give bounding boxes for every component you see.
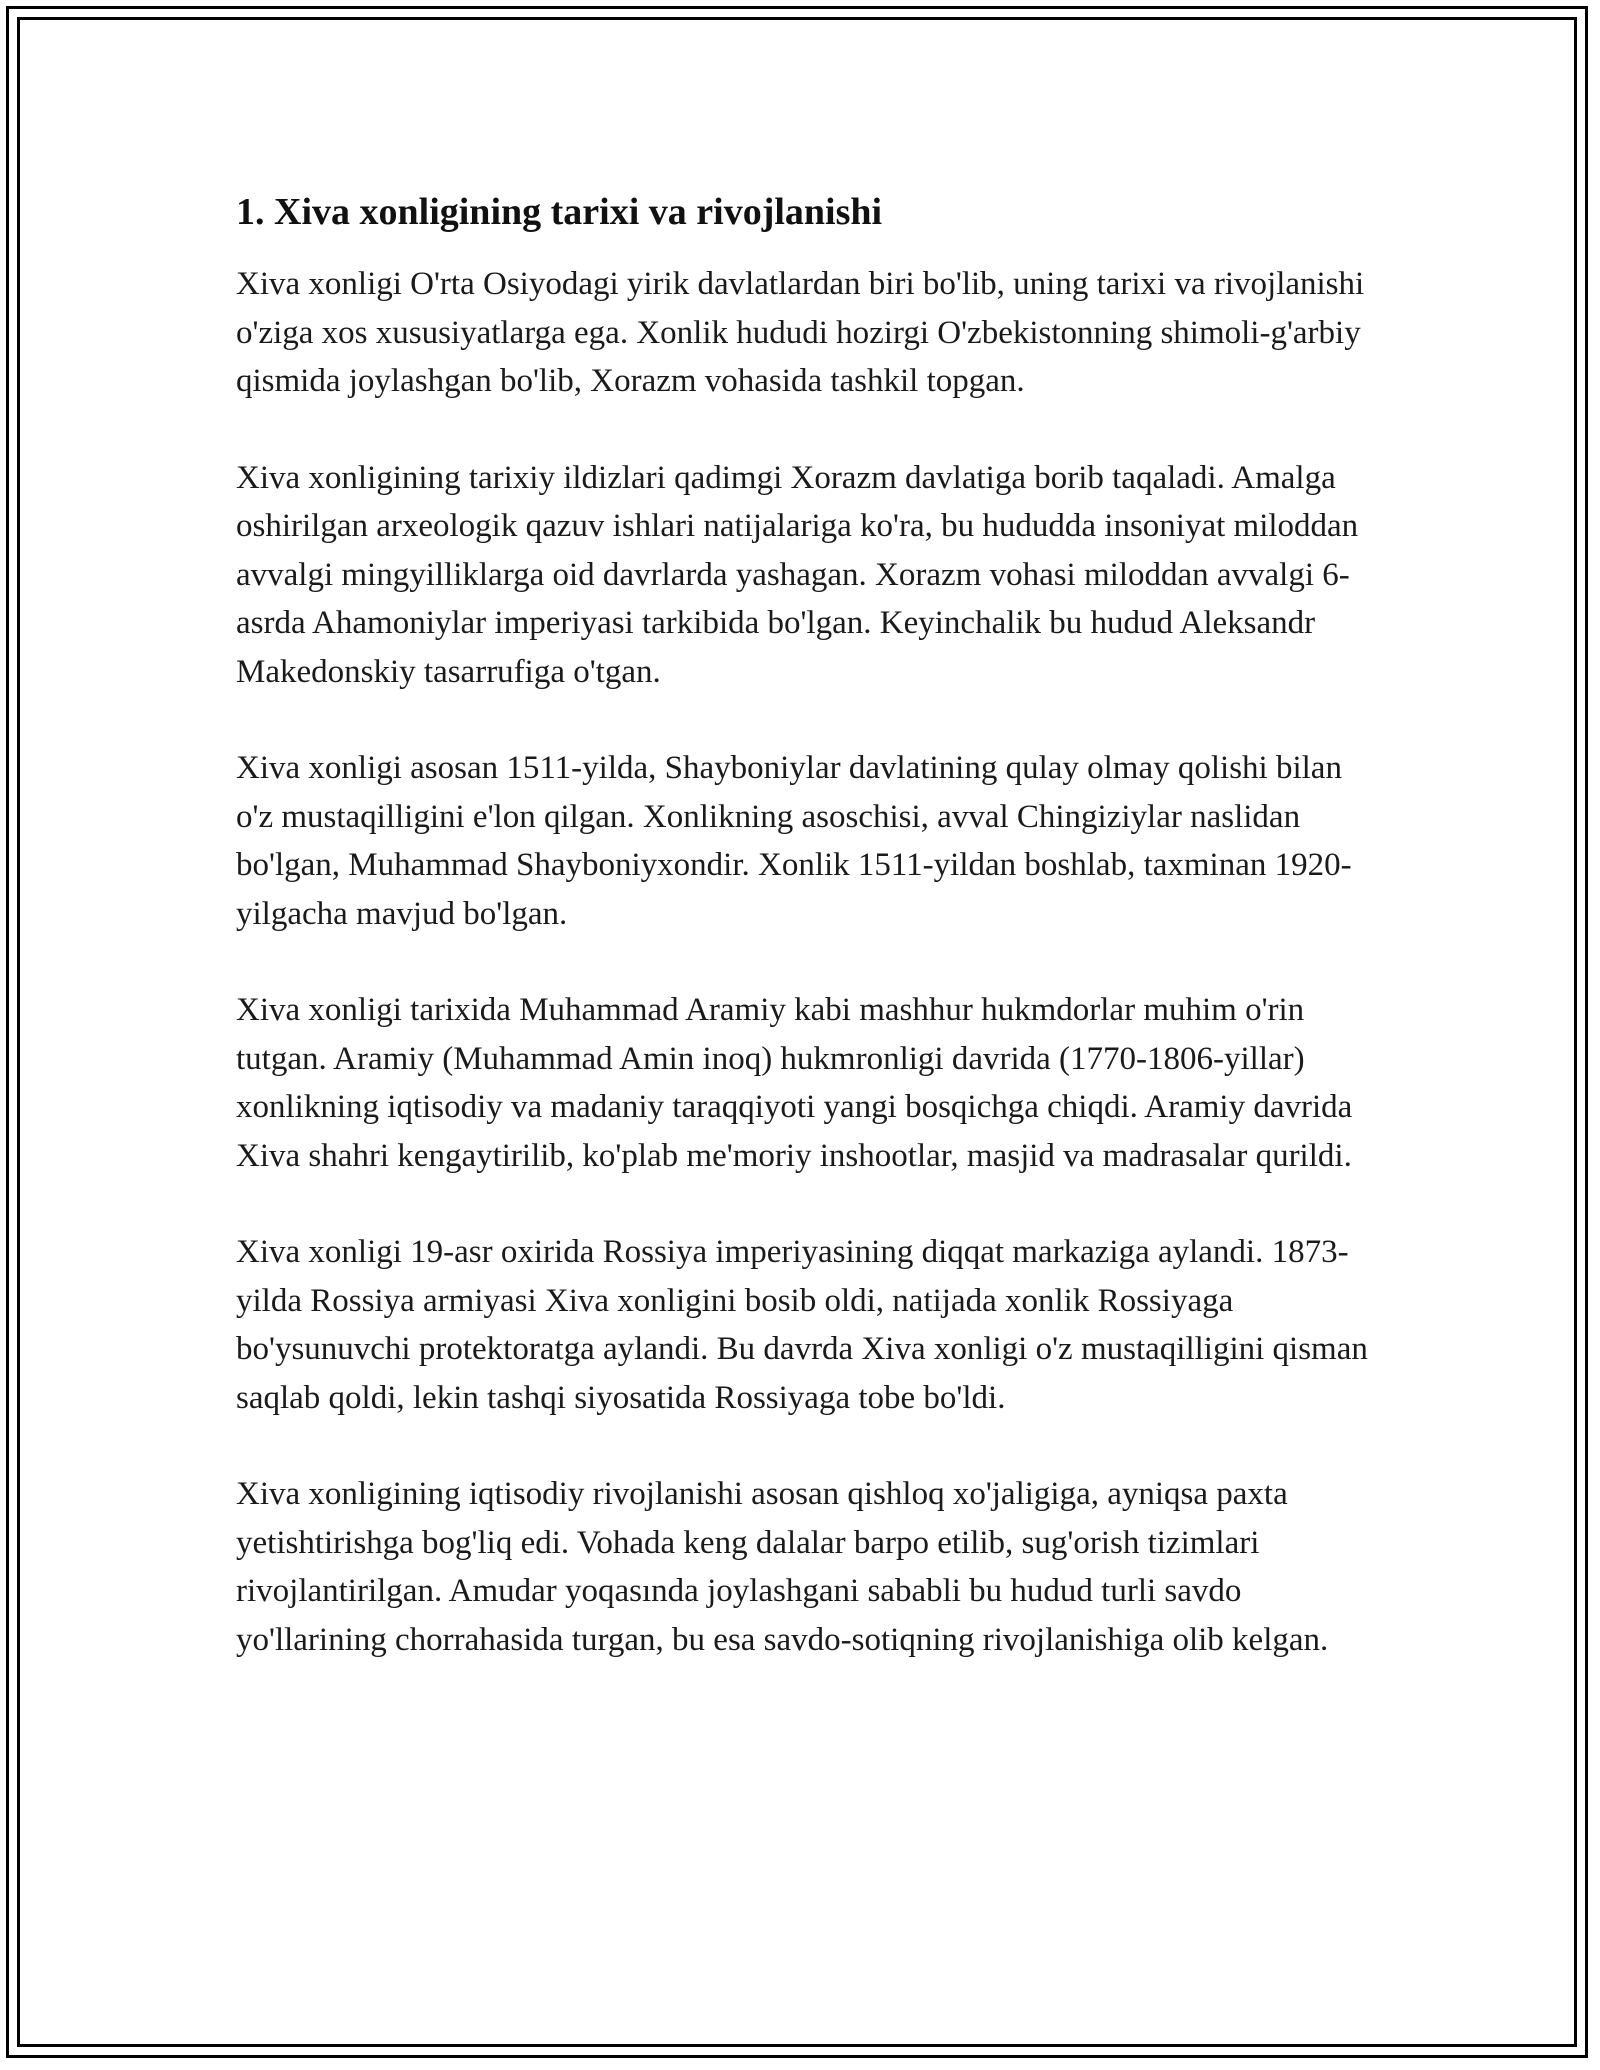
paragraph-6: Xiva xonligining iqtisodiy rivojlanishi asosan qishloq xo'jaligiga, ayniqsa paxta yetishtirishga bog'liq edi. Vohada keng dalalar barpo etilib, sug'orish tizimlari rivojlantirilgan. Amudar yoqasında joylashgani sababli bu hudud turli savdo yo'llarining chorrahasida turgan, bu esa savdo-sotiqning rivojlanishiga olib kelgan. (236, 1476, 1329, 1658)
paragraph-5: Xiva xonligi 19-asr oxirida Rossiya imperiyasining diqqat markaziga aylandi. 1873-yilda Rossiya armiyasi Xiva xonligini bosib oldi, natijada xonlik Rossiyaga bo'ysunuvchi protektoratga aylandi. Bu davrda Xiva xonligi o'z mustaqilligini qisman saqlab qoldi, lekin tashqi siyosatida Rossiyaga tobe bo'ldi. (236, 1234, 1368, 1416)
section-heading: 1. Xiva xonligining tarixi va rivojlanishi (236, 191, 883, 233)
paragraph-2: Xiva xonligining tarixiy ildizlari qadimgi Xorazm davlatiga borib taqaladi. Amalga oshirilgan arxeologik qazuv ishlari natijalariga ko'ra, bu hududda insoniyat miloddan avvalgi mingyilliklarga oid davrlarda yashagan. Xorazm vohasi miloddan avvalgi 6-asrda Ahamoniylar imperiyasi tarkibida bo'lgan. Keyinchalik bu hudud Aleksandr Makedonskiy tasarrufiga o'tgan. (236, 459, 1359, 690)
paragraph-1: Xiva xonligi O'rta Osiyodagi yirik davlatlardan biri bo'lib, uning tarixi va rivojlanishi o'ziga xos xususiyatlarga ega. Xonlik hududi hozirgi O'zbekistonning shimoli-g'arbiy qismida joylashgan bo'lib, Xorazm vohasida tashkil topgan. (236, 266, 1365, 399)
paragraph-3: Xiva xonligi asosan 1511-yilda, Shayboniylar davlatining qulay olmay qolishi bilan o'z mustaqilligini e'lon qilgan. Xonlikning asoschisi, avval Chingiziylar naslidan bo'lgan, Muhammad Shayboniyxondir. Xonlik 1511-yildan boshlab, taxminan 1920-yilgacha mavjud bo'lgan. (236, 750, 1352, 932)
document-body (236, 186, 1376, 1664)
paragraph-4: Xiva xonligi tarixida Muhammad Aramiy kabi mashhur hukmdorlar muhim o'rin tutgan. Aramiy (Muhammad Amin inoq) hukmronligi davrida (1770-1806-yillar) xonlikning iqtisodiy va madaniy taraqqiyoti yangi bosqichga chiqdi. Aramiy davrida Xiva shahri kengaytirilib, ko'plab me'moriy inshootlar, masjid va madrasalar qurildi. (236, 992, 1353, 1174)
